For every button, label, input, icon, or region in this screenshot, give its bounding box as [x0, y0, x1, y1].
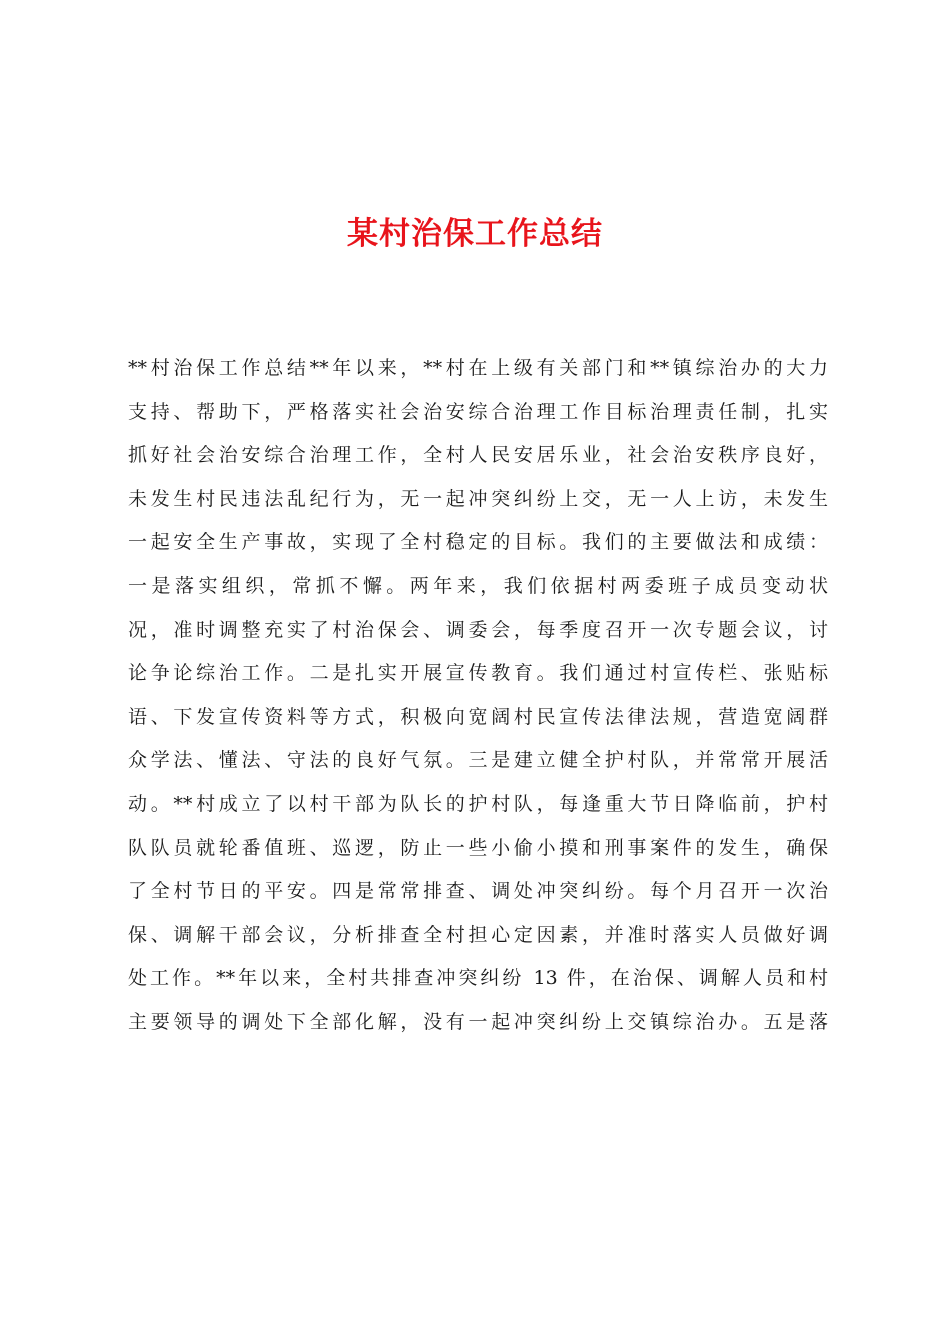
body-line: 语、下发宣传资料等方式，积极向宽阔村民宣传法律法规，营造宽阔群	[128, 705, 828, 728]
body-line: 队队员就轮番值班、巡逻，防止一些小偷小摸和刑事案件的发生，确保	[128, 836, 828, 859]
body-line: 未发生村民违法乱纪行为，无一起冲突纠纷上交，无一人上访，未发生	[128, 487, 828, 510]
body-line: 抓好社会治安综合治理工作，全村人民安居乐业，社会治安秩序良好，	[128, 444, 828, 467]
body-line: 一是落实组织，常抓不懈。两年来，我们依据村两委班子成员变动状	[128, 574, 828, 597]
body-line: 主要领导的调处下全部化解，没有一起冲突纠纷上交镇综治办。五是落	[128, 1010, 828, 1033]
document-title: 某村治保工作总结	[347, 216, 603, 252]
body-line: 论争论综治工作。二是扎实开展宣传教育。我们通过村宣传栏、张贴标	[128, 662, 828, 685]
body-line: 众学法、懂法、守法的良好气氛。三是建立健全护村队，并常常开展活	[128, 749, 828, 772]
body-line: 况，准时调整充实了村治保会、调委会，每季度召开一次专题会议，讨	[128, 618, 828, 641]
body-line: 处工作。**年以来，全村共排查冲突纠纷 13 件，在治保、调解人员和村	[128, 967, 828, 990]
body-line: 一起安全生产事故，实现了全村稳定的目标。我们的主要做法和成绩：	[128, 531, 828, 554]
body-line: **村治保工作总结**年以来，**村在上级有关部门和**镇综治办的大力	[128, 357, 828, 379]
body-line: 了全村节日的平安。四是常常排查、调处冲突纠纷。每个月召开一次治	[128, 880, 828, 903]
body-line: 动。**村成立了以村干部为队长的护村队，每逢重大节日降临前，护村	[128, 792, 828, 815]
body-line: 保、调解干部会议，分析排查全村担心定因素，并准时落实人员做好调	[128, 923, 828, 946]
document-body	[128, 347, 828, 1045]
body-line: 支持、帮助下，严格落实社会治安综合治理工作目标治理责任制，扎实	[128, 400, 828, 423]
